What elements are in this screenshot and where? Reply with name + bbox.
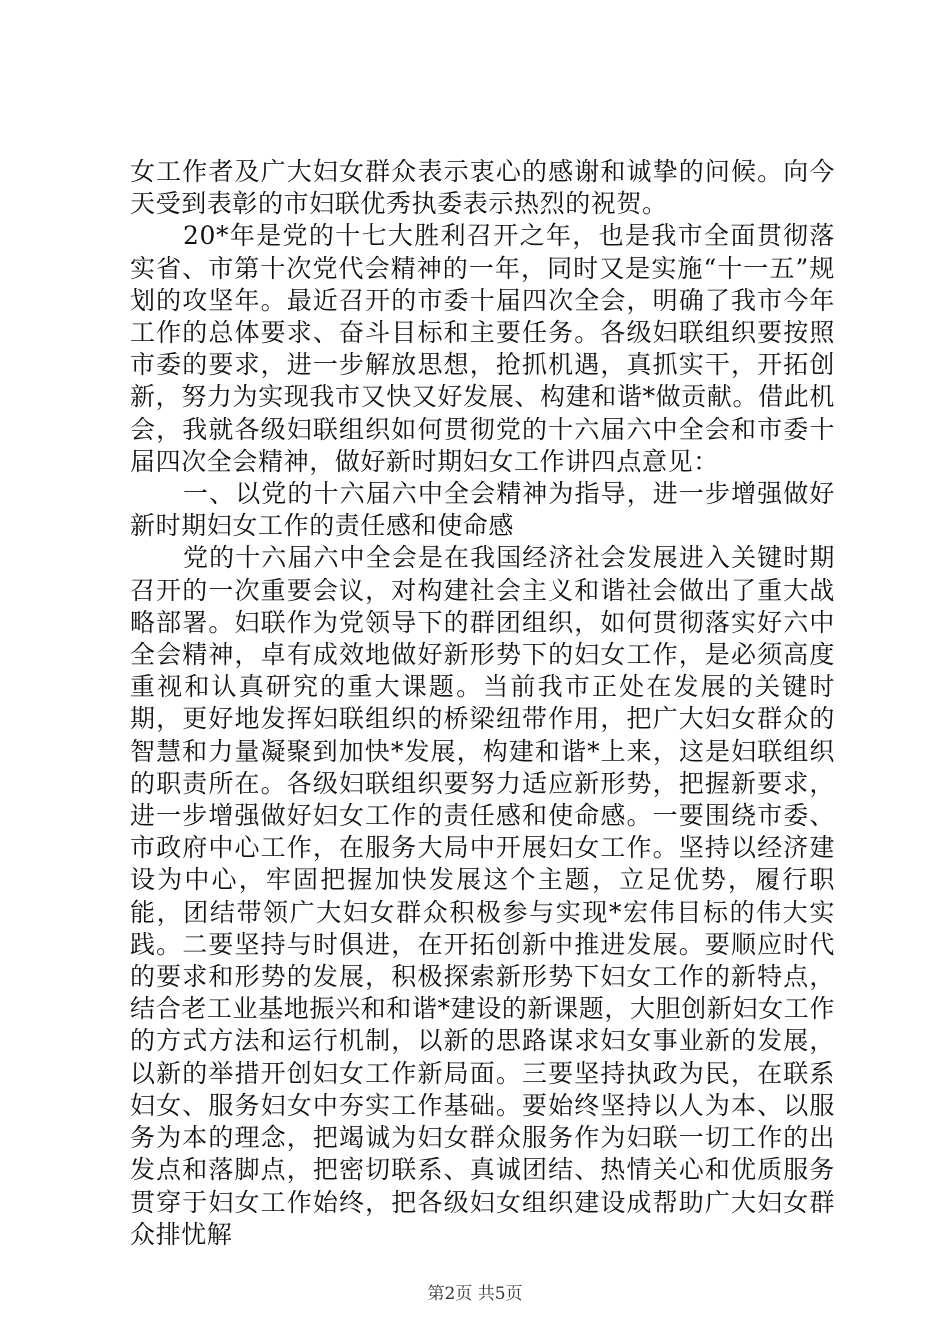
paragraph-intro: 20*年是党的十七大胜利召开之年，也是我市全面贯彻落实省、市第十次党代会精神的一年，同时又是实施“十一五”规划的攻坚年。最近召开的市委十届四次全会，明确了我市今年工作的总体要求、奋斗目标和主要任务。各级妇联组织要按照市委的要求，进一步解放思想，抢抓机遇，真抓实干，开拓创新，努力为实现我市又快又好发展、构建和谐*做贡献。借此机会，我就各级妇联组织如何贯彻党的十六届六中全会和市委十届四次全会精神，做好新时期妇女工作讲四点意见： [130,221,835,476]
document-body [130,156,835,1251]
paragraph-continuation: 女工作者及广大妇女群众表示衷心的感谢和诚挚的问候。向今天受到表彰的市妇联优秀执委表示热烈的祝贺。 [130,157,835,219]
paragraph-section-1: 党的十六届六中全会是在我国经济社会发展进入关键时期召开的一次重要会议，对构建社会主义和谐社会做出了重大战略部署。妇联作为党领导下的群团组织，如何贯彻落实好六中全会精神，卓有成效地做好新形势下的妇女工作，是必须高度重视和认真研究的重大课题。当前我市正处在发展的关键时期，更好地发挥妇联组织的桥梁纽带作用，把广大妇女群众的智慧和力量凝聚到加快*发展，构建和谐*上来，这是妇联组织的职责所在。各级妇联组织要努力适应新形势，把握新要求，进一步增强做好妇女工作的责任感和使命感。一要围绕市委、市政府中心工作，在服务大局中开展妇女工作。坚持以经济建设为中心，牢固把握加快发展这个主题，立足优势，履行职能，团结带领广大妇女群众积极参与实现*宏伟目标的伟大实践。二要坚持与时俱进，在开拓创新中推进发展。要顺应时代的要求和形势的发展，积极探索新形势下妇女工作的新特点，结合老工业基地振兴和和谐*建设的新课题，大胆创新妇女工作的方式方法和运行机制，以新的思路谋求妇女事业新的发展，以新的举措开创妇女工作新局面。三要坚持执政为民，在联系妇女、服务妇女中夯实工作基础。要始终坚持以人为本、以服务为本的理念，把竭诚为妇女群众服务作为妇联一切工作的出发点和落脚点，把密切联系、真诚团结、热情关心和优质服务贯穿于妇女工作始终，把各级妇女组织建设成帮助广大妇女群众排忧解 [130,543,835,1249]
page-number-footer: 第2页 共5页 [427,1284,523,1304]
section-heading-1: 一、以党的十六届六中全会精神为指导，进一步增强做好新时期妇女工作的责任感和使命感 [130,479,835,541]
